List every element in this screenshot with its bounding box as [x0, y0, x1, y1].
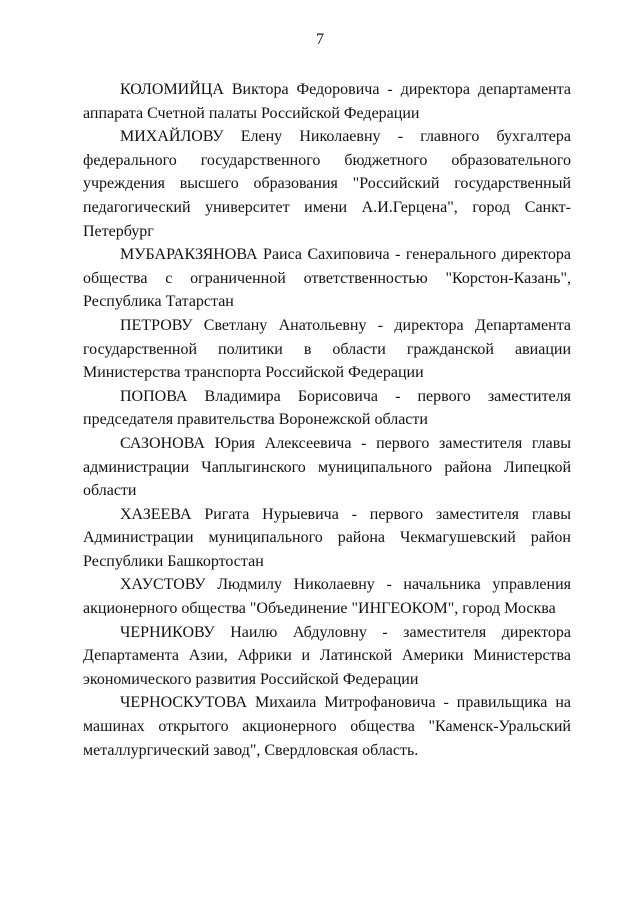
- person-details: Раиса Сахиповича - генерального директора общества с ограниченной ответственностью "Корстон-Казань", Республика Татарстан: [83, 246, 571, 311]
- person-surname: ЧЕРНИКОВУ: [120, 623, 215, 641]
- list-item: [83, 243, 571, 314]
- list-item: [83, 385, 571, 432]
- page-number: 7: [316, 31, 324, 48]
- list-item: [83, 314, 571, 385]
- person-surname: САЗОНОВА: [120, 434, 205, 452]
- person-surname: ХАУСТОВУ: [120, 576, 206, 594]
- person-details: Виктора Федоровича - директора департамента аппарата Счетной палаты Российской Федерации: [83, 81, 571, 122]
- person-surname: КОЛОМИЙЦА: [120, 81, 224, 98]
- person-details: Ригата Нурыевича - первого заместителя главы Администрации муниципального района Чекмагушевский район Республики Башкортостан: [83, 505, 571, 570]
- list-item: [83, 78, 571, 125]
- person-details: Юрия Алексеевича - первого заместителя главы администрации Чаплыгинского муниципального района Липецкой области: [83, 434, 571, 500]
- person-details: Светлану Анатольевну - директора Департамента государственной политики в области гражданской авиации Министерства транспорта Российской Федерации: [83, 316, 572, 382]
- person-details: Наилю Абдуловну - заместителя директора Департамента Азии, Африки и Латинской Америки Министерства экономического развития Российской Федерации: [83, 623, 572, 688]
- person-details: Михаила Митрофановича - правильщика на машинах открытого акционерного общества "Каменск-Уральский металлургический завод", Свердловская область.: [83, 694, 571, 759]
- person-surname: МИХАЙЛОВУ: [120, 128, 224, 146]
- person-surname: ЧЕРНОСКУТОВА: [120, 694, 248, 712]
- list-item: [83, 691, 571, 762]
- person-details: Владимира Борисовича - первого заместителя председателя правительства Воронежской области: [83, 387, 572, 429]
- person-surname: ПОПОВА: [120, 387, 188, 405]
- person-details: Людмилу Николаевну - начальника управления акционерного общества "Объединение "ИНГЕОКОМ", город Москва: [83, 576, 572, 618]
- person-surname: ПЕТРОВУ: [120, 316, 193, 334]
- person-surname: МУБАРАКЗЯНОВА: [120, 246, 258, 264]
- award-list: [83, 78, 571, 762]
- list-item: [83, 503, 571, 574]
- person-surname: ХАЗЕЕВА: [120, 505, 192, 523]
- list-item: [83, 573, 571, 620]
- list-item: [83, 432, 571, 503]
- person-details: Елену Николаевну - главного бухгалтера федерального государственного бюджетного образовательного учреждения высшего образования "Российский государственный педагогический университет имени А.И.Герцена", город Санкт-Петербург: [83, 128, 572, 240]
- list-item: [83, 125, 571, 243]
- list-item: [83, 621, 571, 692]
